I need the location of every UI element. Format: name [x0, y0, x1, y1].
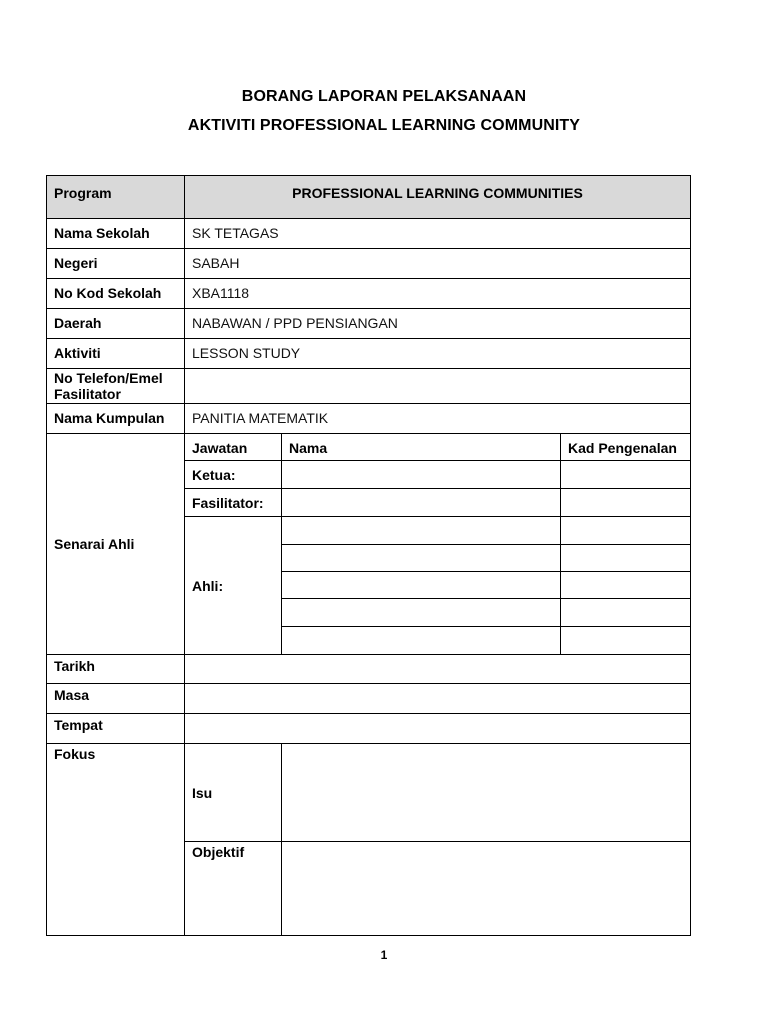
ketua-nama-cell[interactable] [281, 460, 561, 489]
page-number: 1 [380, 948, 388, 962]
program-label: Program [46, 175, 185, 219]
no-kod-sekolah-value: XBA1118 [184, 278, 691, 309]
senarai-ahli-label: Senarai Ahli [46, 433, 185, 655]
fasilitator-kad-cell[interactable] [560, 488, 691, 517]
fokus-label: Fokus [46, 743, 185, 936]
telefon-emel-label-line-2: Fasilitator [54, 386, 121, 402]
negeri-label: Negeri [46, 248, 185, 279]
ahli-nama-cell[interactable] [281, 626, 561, 655]
ahli-nama-cell[interactable] [281, 544, 561, 572]
ketua-label: Ketua: [184, 460, 282, 489]
ahli-nama-cell[interactable] [281, 571, 561, 599]
members-col-nama: Nama [281, 433, 561, 461]
tempat-label: Tempat [46, 713, 185, 744]
daerah-value: NABAWAN / PPD PENSIANGAN [184, 308, 691, 339]
ahli-label: Ahli: [184, 516, 282, 655]
ahli-kad-cell[interactable] [560, 598, 691, 627]
masa-value[interactable] [184, 683, 691, 714]
aktiviti-value: LESSON STUDY [184, 338, 691, 369]
telefon-emel-label-line-1: No Telefon/Emel [54, 370, 163, 386]
nama-kumpulan-label: Nama Kumpulan [46, 403, 185, 434]
isu-value[interactable] [281, 743, 691, 842]
ahli-kad-cell[interactable] [560, 626, 691, 655]
aktiviti-label: Aktiviti [46, 338, 185, 369]
members-col-kad-pengenalan: Kad Pengenalan [560, 433, 691, 461]
tarikh-label: Tarikh [46, 654, 185, 684]
fasilitator-nama-cell[interactable] [281, 488, 561, 517]
objektif-label: Objektif [184, 841, 282, 936]
form-title-line-2: AKTIVITI PROFESSIONAL LEARNING COMMUNITY [187, 117, 581, 134]
members-col-jawatan: Jawatan [184, 433, 282, 461]
nama-sekolah-value: SK TETAGAS [184, 218, 691, 249]
fasilitator-label: Fasilitator: [184, 488, 282, 517]
objektif-value[interactable] [281, 841, 691, 936]
ahli-nama-cell[interactable] [281, 598, 561, 627]
nama-sekolah-label: Nama Sekolah [46, 218, 185, 249]
ahli-kad-cell[interactable] [560, 571, 691, 599]
form-title-line-1: BORANG LAPORAN PELAKSANAAN [241, 88, 527, 105]
tarikh-value[interactable] [184, 654, 691, 684]
ahli-kad-cell[interactable] [560, 516, 691, 545]
masa-label: Masa [46, 683, 185, 714]
negeri-value: SABAH [184, 248, 691, 279]
telefon-emel-value[interactable] [184, 368, 691, 404]
no-kod-sekolah-label: No Kod Sekolah [46, 278, 185, 309]
isu-label: Isu [184, 743, 282, 842]
daerah-label: Daerah [46, 308, 185, 339]
telefon-emel-label [46, 368, 185, 404]
ahli-nama-cell[interactable] [281, 516, 561, 545]
nama-kumpulan-value: PANITIA MATEMATIK [184, 403, 691, 434]
program-value: PROFESSIONAL LEARNING COMMUNITIES [184, 175, 691, 219]
tempat-value[interactable] [184, 713, 691, 744]
ahli-kad-cell[interactable] [560, 544, 691, 572]
ketua-kad-cell[interactable] [560, 460, 691, 489]
